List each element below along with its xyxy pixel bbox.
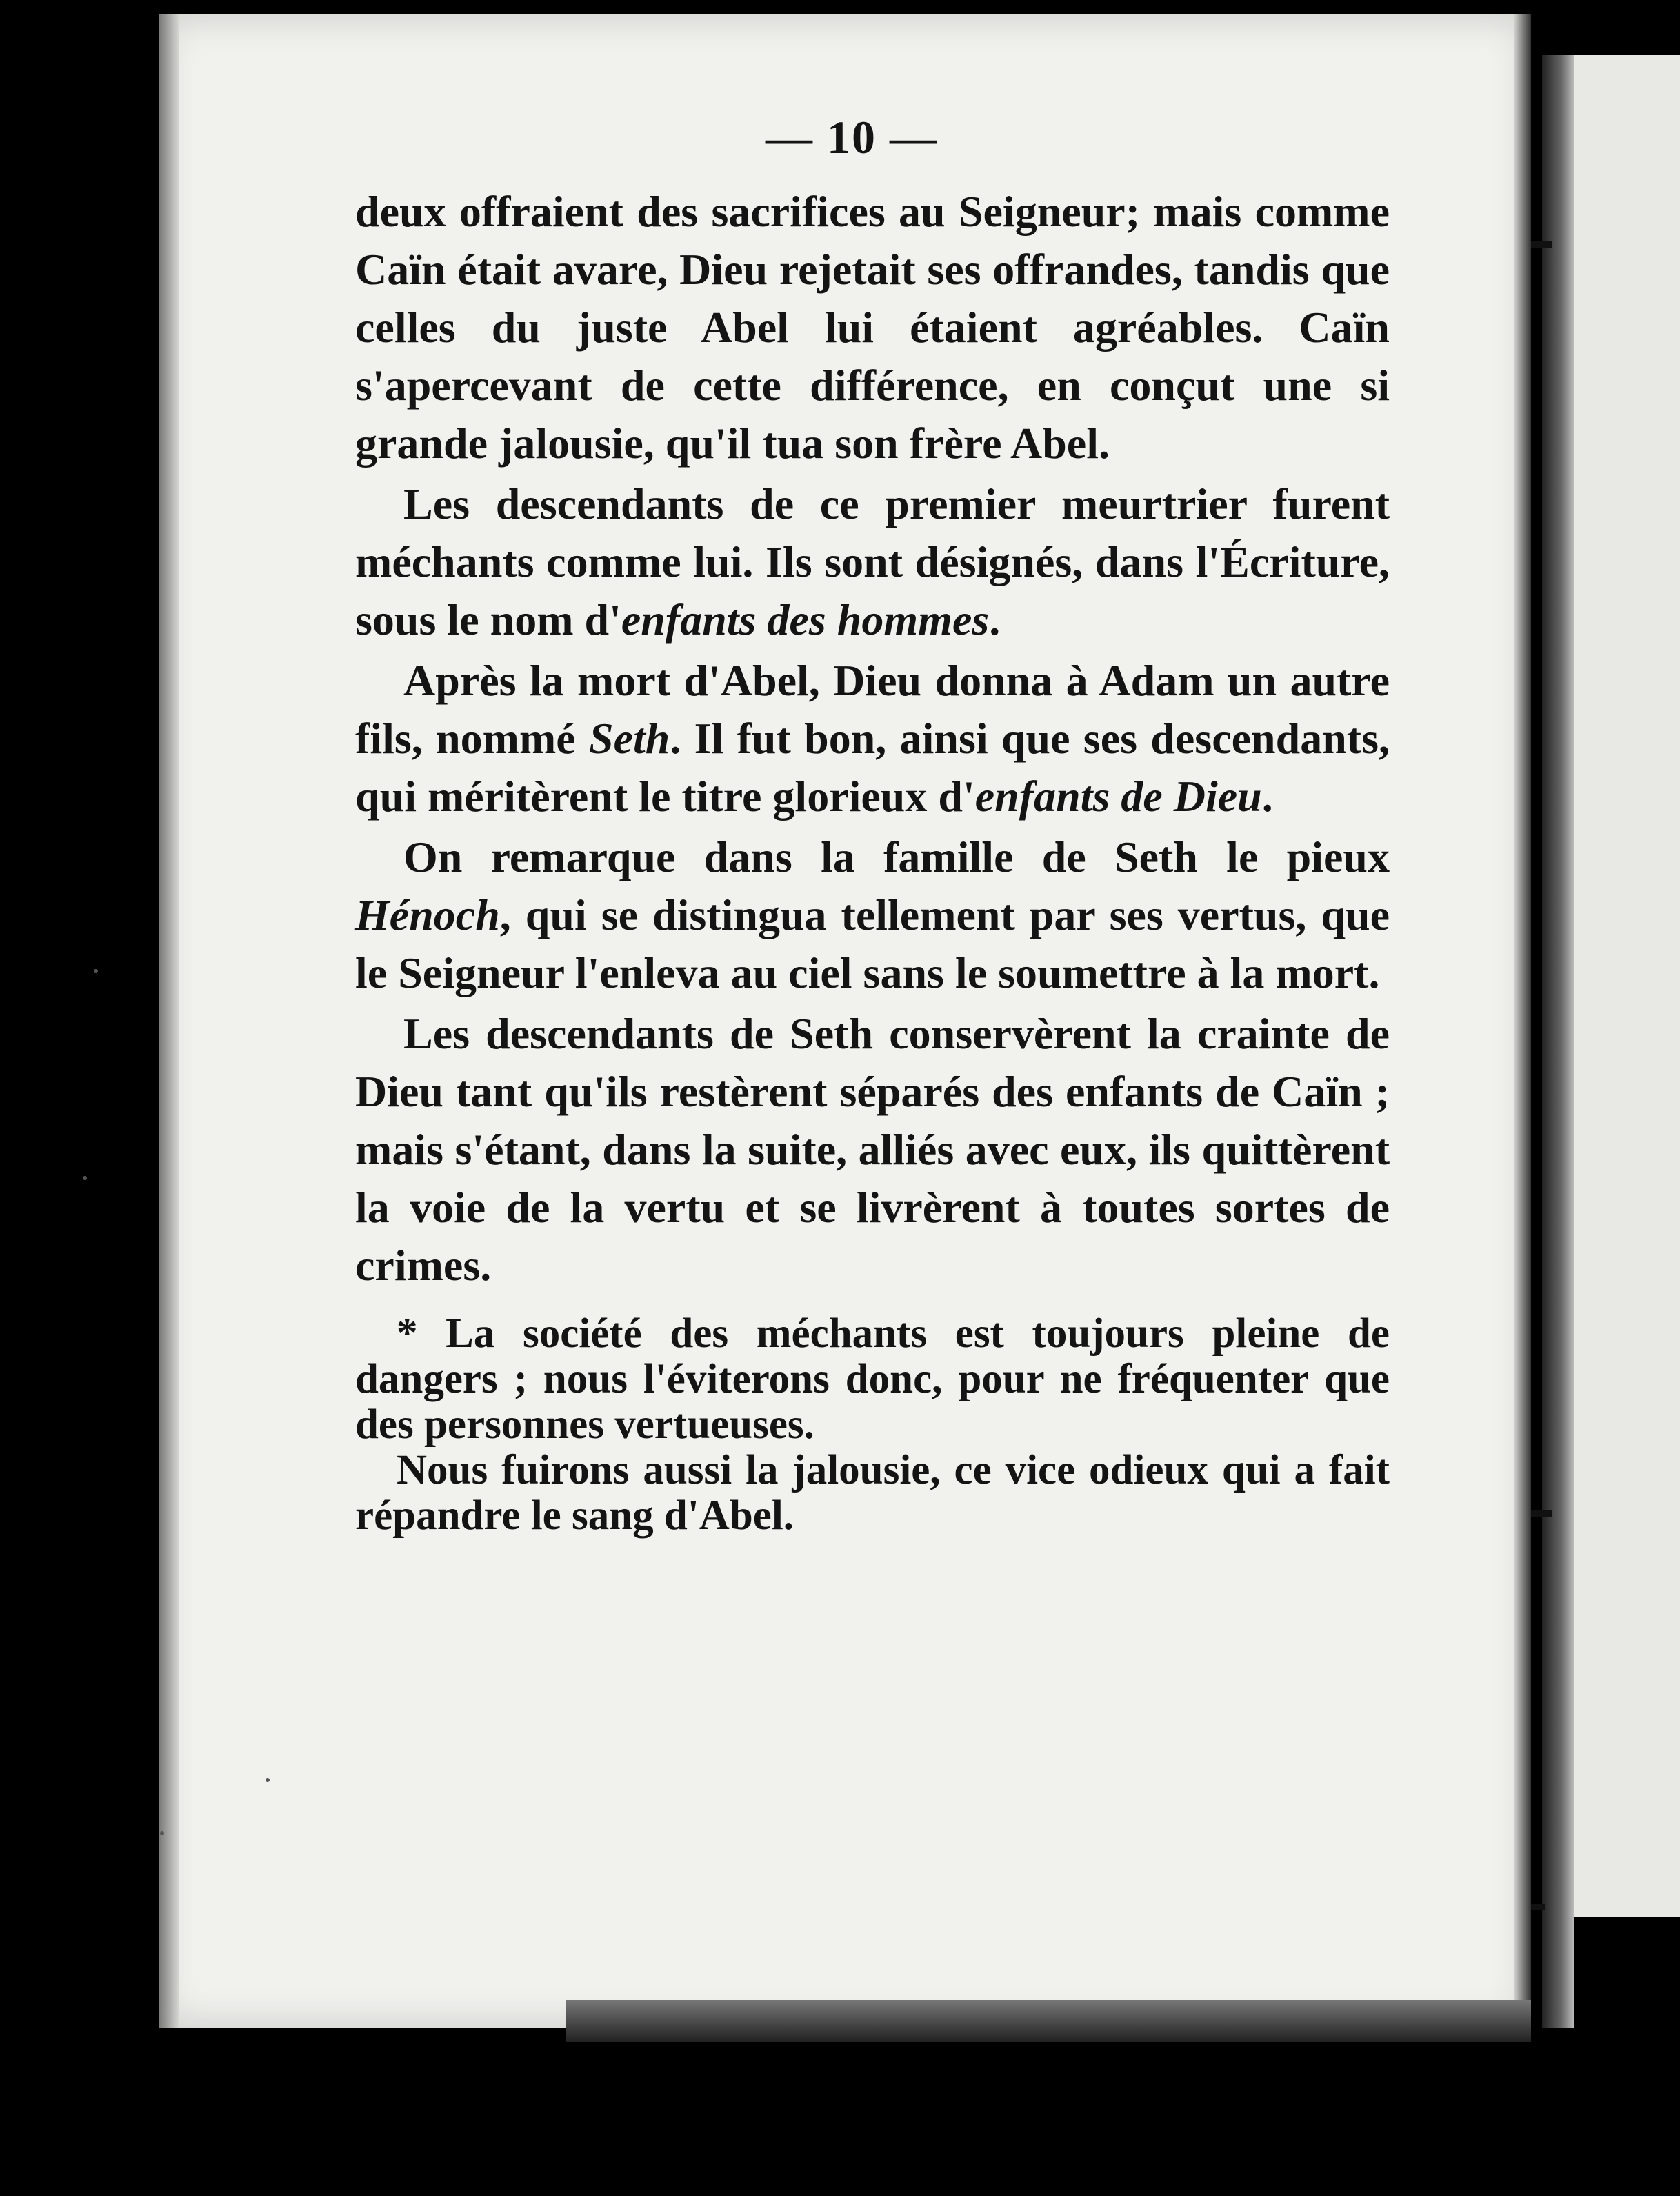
page-left-edge — [159, 14, 179, 2028]
paragraph-text: . — [1261, 772, 1273, 821]
italic-term: Seth — [588, 714, 670, 763]
body-paragraphs — [355, 183, 1390, 1295]
paragraph-text: Les descendants de ce premier meurtrier furent méchants comme lui. Ils sont désignés, dans l'Écriture, sous le nom d' — [355, 479, 1390, 644]
paragraph-text: . Il fut bon, ainsi que ses descendants, qui méritèrent le titre glorieux d' — [355, 714, 1390, 821]
page-number: — 10 — — [766, 111, 938, 163]
paragraph — [355, 183, 1390, 472]
page-bottom-edge — [566, 2000, 1531, 2042]
paragraph-text: Les descendants de Seth conservèrent la crainte de Dieu tant qu'ils restèrent séparés des enfants de Caïn ; mais s'étant, dans la suite, alliés avec eux, ils quittèrent la voie de la vertu et se livrèrent à toutes sortes de crimes. — [355, 1009, 1390, 1290]
scan-speck — [160, 1831, 164, 1835]
scan-speck — [266, 1778, 270, 1782]
italic-term: enfants des hommes — [621, 595, 990, 644]
page-right-edge — [1514, 14, 1531, 2028]
scan-speck — [83, 1176, 87, 1180]
paragraph — [355, 1005, 1390, 1295]
paragraph-text: . — [989, 595, 1001, 644]
page-text — [355, 110, 1390, 1539]
adjacent-page — [1574, 55, 1680, 1917]
binding-edge — [1542, 55, 1574, 2028]
paragraph-text: On remarque dans la famille de Seth le pieux — [403, 832, 1390, 881]
paragraph — [355, 828, 1390, 1002]
footnotes — [355, 1311, 1390, 1539]
scan-speck — [94, 969, 98, 973]
paragraph — [355, 652, 1390, 826]
paragraph — [355, 475, 1390, 649]
footnote: * La société des méchants est toujours pleine de dangers ; nous l'éviterons donc, pour ne fréquenter que des personnes vertueuses. — [355, 1310, 1390, 1448]
paragraph-text: Après la mort d'Abel, Dieu donna à Adam un autre fils, nommé — [355, 656, 1390, 763]
paragraph-text: deux offraient des sacrifices au Seigneur; mais comme Caïn était avare, Dieu rejetait ses offrandes, tandis que celles du juste Abel lui étaient agréables. Caïn s'apercevant de cette différence, en conçut une si grande jalousie, qu'il tua son frère Abel. — [355, 187, 1390, 468]
italic-term: Hénoch — [355, 890, 500, 939]
paragraph-text: , qui se distingua tellement par ses vertus, que le Seigneur l'enleva au ciel sans le soumettre à la mort. — [355, 890, 1390, 997]
italic-term: enfants de Dieu — [974, 772, 1262, 821]
footnote: Nous fuirons aussi la jalousie, ce vice odieux qui a fait répandre le sang d'Abel. — [355, 1447, 1390, 1539]
